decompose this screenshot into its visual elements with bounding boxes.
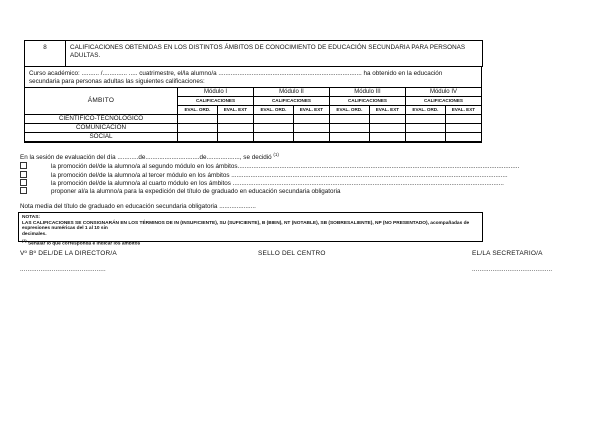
option-row[interactable] xyxy=(20,171,508,179)
calificaciones-label: CALIFICACIONES xyxy=(178,97,254,106)
director-signature-label: Vº Bº DEL/DE LA DIRECTOR/A xyxy=(20,250,117,257)
section-header-table xyxy=(24,40,483,67)
checkbox[interactable] xyxy=(20,187,27,194)
module-header-1: Módulo I xyxy=(178,88,254,97)
notes-box xyxy=(18,212,483,247)
secretario-signature-label: EL/LA SECRETARIO/A xyxy=(472,250,543,257)
session-line xyxy=(20,152,279,161)
footnote-mark: (1) xyxy=(22,239,27,243)
grade-cell[interactable] xyxy=(253,124,293,133)
grade-cell[interactable] xyxy=(369,115,405,124)
eval-ext-label: EVAL. EXT xyxy=(445,106,481,115)
notes-line-2: decimales. xyxy=(22,231,47,237)
grade-cell[interactable] xyxy=(293,124,329,133)
eval-ext-label: EVAL. EXT xyxy=(369,106,405,115)
notes-line-1: LAS CALIFICACIONES SE CONSIGNARÁN EN LOS TÉRMINOS DE IN (INSUFICIENTE), SU (SUFICIENTE), B (BIEN), NT (NOTABLE), SB (SOBRESALIENTE), NP (NO PRESENTADO), acompañadas de expresiones numéricas del 1 al 10 sin xyxy=(22,220,470,231)
checkbox[interactable] xyxy=(20,171,27,178)
grade-cell[interactable] xyxy=(405,133,445,142)
director-signature-line[interactable]: .............................................. xyxy=(20,267,106,273)
grade-cell[interactable] xyxy=(253,115,293,124)
checkbox[interactable] xyxy=(20,162,27,169)
option-row[interactable] xyxy=(20,187,341,195)
ambito-row-label: COMUNICACIÓN xyxy=(25,124,178,133)
module-header-4: Módulo IV xyxy=(405,88,481,97)
grade-cell[interactable] xyxy=(253,133,293,142)
footnote-ref: (1) xyxy=(273,152,279,157)
calificaciones-label: CALIFICACIONES xyxy=(329,97,405,106)
calificaciones-label: CALIFICACIONES xyxy=(253,97,329,106)
eval-ext-label: EVAL. EXT xyxy=(217,106,253,115)
grade-cell[interactable] xyxy=(405,124,445,133)
module-header-3: Módulo III xyxy=(329,88,405,97)
grade-cell[interactable] xyxy=(178,133,218,142)
eval-ord-label: EVAL. ORD. xyxy=(329,106,369,115)
notes-footnote xyxy=(22,239,479,247)
nota-media-line: Nota media del título de graduado en educación secundaria obligatoria ..................... xyxy=(20,203,256,210)
grade-cell[interactable] xyxy=(445,133,481,142)
footnote-text: Señalar lo que corresponda e indicar los ámbitos xyxy=(27,241,141,247)
ambito-row-label: SOCIAL xyxy=(25,133,178,142)
sello-label: SELLO DEL CENTRO xyxy=(258,250,326,257)
eval-ord-label: EVAL. ORD. xyxy=(405,106,445,115)
grade-cell[interactable] xyxy=(217,115,253,124)
grade-cell[interactable] xyxy=(369,133,405,142)
grade-cell[interactable] xyxy=(329,133,369,142)
course-line-1: Curso académico: .......... /.............. ..... cuatrimestre, el/la alumno/a .................................................................................. ha obtenido en la educación xyxy=(29,70,443,77)
section-title: CALIFICACIONES OBTENIDAS EN LOS DISTINTOS ÁMBITOS DE CONOCIMIENTO DE EDUCACIÓN SECUNDARIA PARA PERSONAS ADULTAS. xyxy=(66,41,483,67)
ambito-row-label: CIENTÍFICO-TECNOLÓGICO xyxy=(25,115,178,124)
grade-cell[interactable] xyxy=(293,133,329,142)
grade-cell[interactable] xyxy=(445,124,481,133)
option-row[interactable] xyxy=(20,162,519,170)
eval-ext-label: EVAL. EXT xyxy=(293,106,329,115)
grade-cell[interactable] xyxy=(178,115,218,124)
grade-cell[interactable] xyxy=(178,124,218,133)
secretario-signature-line[interactable]: ........................................... xyxy=(472,267,553,273)
option-row[interactable] xyxy=(20,179,504,187)
grade-cell[interactable] xyxy=(445,115,481,124)
section-number: 8 xyxy=(25,41,66,67)
grade-cell[interactable] xyxy=(217,133,253,142)
option-label: proponer al/a la alumno/a para la expedición del título de graduado en educación secundaria obligatoria xyxy=(51,188,341,195)
grade-cell[interactable] xyxy=(293,115,329,124)
option-label: la promoción del/de la alumno/a al cuarto módulo en los ámbitos ........................................................................................................................................................... xyxy=(51,180,504,187)
course-line-2: secundaria para personas adultas las siguientes calificaciones: xyxy=(29,78,205,85)
option-label: la promoción del/de la alumno/a al tercer módulo en los ámbitos .............................................................................................................................................................. xyxy=(51,172,508,179)
grade-cell[interactable] xyxy=(329,115,369,124)
ambito-header: ÁMBITO xyxy=(25,88,178,115)
notes-title: NOTAS: xyxy=(22,215,41,220)
grade-cell[interactable] xyxy=(329,124,369,133)
grade-cell[interactable] xyxy=(369,124,405,133)
calificaciones-label: CALIFICACIONES xyxy=(405,97,481,106)
grade-cell[interactable] xyxy=(217,124,253,133)
grade-cell[interactable] xyxy=(405,115,445,124)
eval-ord-label: EVAL. ORD. xyxy=(178,106,218,115)
grades-table xyxy=(24,87,482,142)
session-text: En la sesión de evaluación del día ............de...............................de..................., se decidió xyxy=(20,154,272,162)
eval-ord-label: EVAL. ORD. xyxy=(253,106,293,115)
checkbox[interactable] xyxy=(20,179,27,186)
module-header-2: Módulo II xyxy=(253,88,329,97)
option-label: la promoción del/de la alumno/a al segundo módulo en los ámbitos................................................................................................................................................................. xyxy=(51,163,520,170)
